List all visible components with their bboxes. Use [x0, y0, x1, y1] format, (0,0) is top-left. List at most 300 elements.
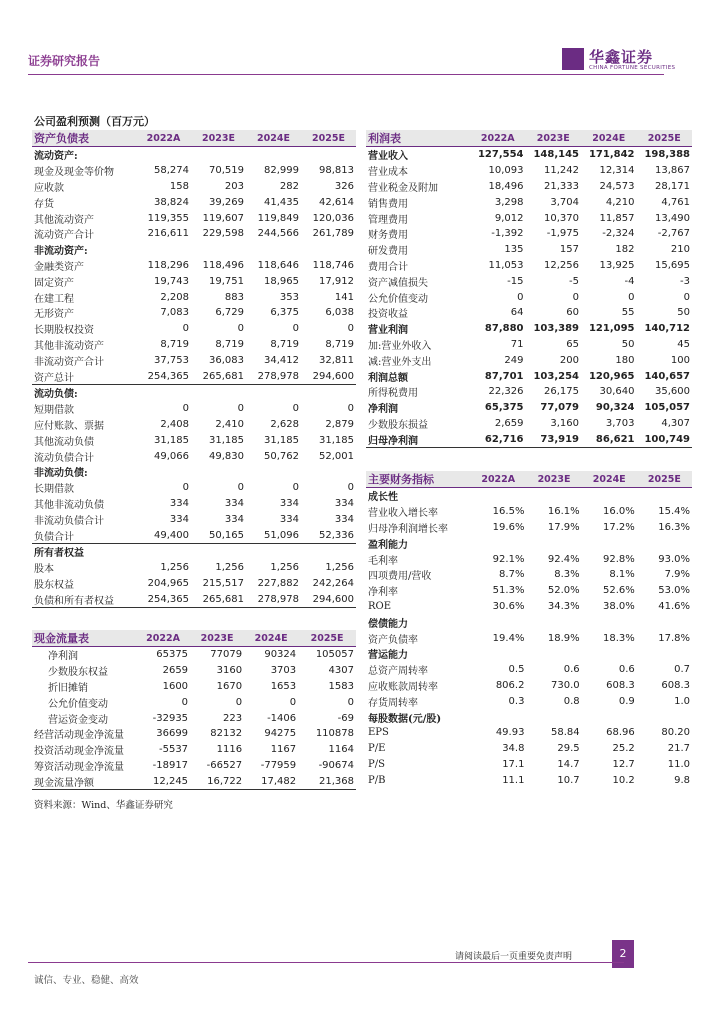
table-row [32, 273, 356, 289]
cell-value: 19,743 [154, 275, 189, 287]
cell-value: 334 [169, 497, 189, 509]
cell-value: 12,314 [599, 165, 635, 177]
cell-value: 9.8 [674, 774, 690, 786]
cell-value: 3,298 [494, 196, 524, 208]
cell-value: 200 [559, 354, 579, 366]
table-row [32, 147, 356, 163]
footer-divider [28, 962, 624, 963]
row-label: 现金及现金等价物 [34, 167, 114, 179]
table-header-row [32, 630, 356, 647]
table-row [366, 772, 692, 788]
row-label: 负债合计 [34, 531, 74, 543]
cell-value: 0 [292, 323, 299, 335]
table-row [32, 464, 356, 480]
cell-value: 1116 [216, 744, 243, 756]
year-header: 2022A [470, 130, 526, 147]
cell-value: 64 [510, 307, 524, 319]
logo-text: 华鑫证券 [589, 48, 654, 66]
cell-value [191, 384, 246, 400]
cell-value: 3,160 [550, 417, 579, 429]
cell-value [526, 488, 581, 504]
cell-value: 34.3% [547, 600, 580, 612]
table-row [366, 384, 692, 400]
table-row [32, 694, 356, 710]
cell-value: 11.1 [502, 774, 525, 786]
table-row [366, 662, 692, 678]
cell-value: 6,038 [325, 307, 354, 319]
year-header: 2025E [637, 130, 693, 147]
table-row [366, 226, 692, 242]
row-label: 无形资产 [34, 309, 74, 321]
cell-value: 0 [182, 403, 189, 415]
cell-value: 11,053 [488, 259, 524, 271]
cell-value: 80.20 [661, 727, 690, 739]
table-row [366, 504, 692, 520]
cell-value: 127,554 [477, 149, 524, 161]
cell-value: 254,365 [147, 370, 189, 382]
cell-value: 0 [572, 291, 579, 303]
year-header: 2024E [244, 630, 298, 647]
cell-value: 1.0 [674, 695, 690, 707]
row-label: 公允价值变动 [48, 698, 108, 710]
row-label: 其他流动资产 [34, 214, 94, 226]
cell-value: -4 [624, 275, 635, 287]
cell-value [136, 384, 191, 400]
table-row [32, 496, 356, 512]
cell-value: 182 [615, 244, 635, 256]
cell-value: 13,490 [655, 212, 690, 224]
cell-value: 34.8 [502, 743, 525, 755]
table-row [32, 432, 356, 448]
cell-value: 608.3 [661, 679, 690, 691]
row-label: 非流动负债合计 [34, 515, 104, 527]
cell-value: 11,242 [544, 165, 579, 177]
table-row [32, 679, 356, 695]
cell-value: 58.84 [550, 727, 580, 739]
cell-value: 49,830 [209, 450, 244, 462]
row-label: 应收款 [34, 182, 64, 194]
cell-value: 87,701 [484, 370, 524, 382]
cell-value: 141 [334, 291, 354, 303]
cell-value: 294,600 [312, 593, 354, 605]
row-label: P/B [368, 774, 386, 786]
cell-value: -2,324 [602, 228, 635, 240]
cell-value: 45 [677, 338, 690, 350]
cell-value: 6,729 [215, 307, 244, 319]
cell-value: 100,749 [644, 433, 690, 445]
cell-value: 21,333 [544, 180, 579, 192]
cell-value: 0.6 [618, 664, 635, 676]
table-row [366, 273, 692, 289]
cell-value: 1600 [162, 680, 189, 692]
cell-value: 8.1% [609, 569, 635, 581]
row-label: 费用合计 [368, 261, 408, 273]
row-label: 归母净利润增长率 [368, 523, 448, 535]
cell-value: 52,336 [319, 529, 354, 541]
table-row [32, 527, 356, 543]
cell-value: 50 [621, 338, 635, 350]
cell-value: 3,703 [605, 417, 635, 429]
cell-value: 21.7 [667, 743, 690, 755]
row-label: 盈利能力 [368, 539, 408, 551]
table-title: 主要财务指标 [366, 471, 470, 488]
section-title: 公司盈利预测（百万元） [34, 115, 155, 128]
cell-value: 261,789 [312, 228, 354, 240]
cell-value: 140,712 [644, 323, 690, 335]
row-label: 流动负债合计 [34, 452, 94, 464]
cell-value: 229,598 [202, 228, 244, 240]
cell-value: -66527 [206, 759, 243, 771]
year-header: 2022A [470, 471, 526, 488]
cell-value: 198,388 [644, 149, 690, 161]
cell-value: 0 [237, 482, 244, 494]
cell-value: 334 [334, 513, 354, 525]
cell-value: -77959 [260, 759, 297, 771]
cell-value [246, 464, 301, 480]
cell-value: 31,185 [154, 434, 189, 446]
cell-value: 93.0% [658, 553, 690, 565]
cell-value: 0.9 [618, 695, 635, 707]
cell-value: -5 [569, 275, 579, 287]
cell-value: 60 [566, 307, 579, 319]
cell-value: 334 [279, 513, 299, 525]
row-label: 非流动负债: [34, 468, 88, 480]
cell-value: 0 [237, 403, 244, 415]
cell-value: 118,646 [257, 259, 299, 271]
cell-value: 8,719 [270, 338, 299, 350]
cell-value: 8,719 [325, 338, 354, 350]
cell-value: 82,999 [264, 165, 299, 177]
cell-value [191, 543, 246, 559]
row-label: 净利润 [48, 651, 78, 663]
cell-value: 53.0% [658, 585, 690, 597]
row-label: 股东权益 [34, 579, 74, 591]
cell-value: 3,704 [550, 196, 579, 208]
row-label: 加:营业外收入 [368, 340, 432, 352]
cell-value: 94275 [264, 728, 297, 740]
cell-value: 334 [279, 497, 299, 509]
cell-value [246, 242, 301, 258]
cell-value: 294,600 [312, 370, 354, 382]
cell-value: 0 [235, 696, 243, 708]
row-label: 短期借款 [34, 405, 74, 417]
cell-value: 282 [279, 180, 299, 192]
logo-subtext: CHINA FORTUNE SECURITIES [589, 65, 676, 71]
table-row [32, 194, 356, 210]
cell-value [246, 543, 301, 559]
cell-value: 7.9% [664, 569, 690, 581]
table-row [32, 337, 356, 353]
cell-value: -5537 [158, 744, 189, 756]
cell-value: 120,036 [312, 212, 354, 224]
financial-ratios-table [366, 471, 692, 788]
cell-value: 10,093 [488, 165, 524, 177]
cell-value: 118,296 [147, 259, 189, 271]
row-label: 应付账款、票据 [34, 420, 104, 432]
year-header: 2023E [190, 630, 244, 647]
cell-value: 7,083 [160, 307, 189, 319]
cell-value: 71 [510, 338, 524, 350]
cell-value [637, 614, 692, 630]
cell-value: 2,659 [494, 417, 524, 429]
cell-value [191, 147, 246, 163]
cell-value: 82132 [210, 728, 243, 740]
cell-value: 8,719 [215, 338, 244, 350]
year-header: 2022A [136, 130, 191, 147]
cell-value: 25.2 [612, 743, 635, 755]
row-label: P/S [368, 758, 385, 770]
cell-value: 16,722 [207, 775, 243, 787]
row-label: 营业税金及附加 [368, 182, 438, 194]
table-row [32, 480, 356, 496]
cell-value: 15.4% [658, 506, 690, 518]
year-header: 2022A [136, 630, 190, 647]
row-label: 长期股权投资 [34, 325, 94, 337]
cell-value: 98,813 [319, 165, 354, 177]
cell-value: 210 [670, 244, 690, 256]
cell-value: 36,083 [209, 354, 244, 366]
report-type-label: 证券研究报告 [28, 54, 101, 68]
cell-value: -15 [507, 275, 524, 287]
cell-value: 4,210 [605, 196, 635, 208]
table-row [32, 726, 356, 742]
cell-value [301, 384, 356, 400]
cell-value: 0 [347, 403, 354, 415]
cell-value: 8.7% [499, 569, 525, 581]
cell-value: 2659 [162, 665, 189, 677]
cell-value: -69 [337, 712, 354, 724]
cell-value [470, 614, 526, 630]
row-label: 存货 [34, 198, 54, 210]
table-row [32, 401, 356, 417]
cell-value: 2,628 [270, 418, 299, 430]
cell-value: 12.7 [612, 758, 635, 770]
row-label: 流动资产: [34, 151, 78, 163]
cell-value: 121,095 [588, 323, 635, 335]
cell-value: 16.5% [492, 506, 525, 518]
row-label: 金融类资产 [34, 261, 84, 273]
cell-value: 26,175 [544, 386, 579, 398]
cell-value: 50,762 [264, 450, 299, 462]
cell-value: 41,435 [264, 196, 299, 208]
cell-value: 52.6% [603, 585, 635, 597]
row-label: 现金流量净额 [34, 777, 94, 789]
cell-value: 334 [334, 497, 354, 509]
row-label: 毛利率 [368, 555, 398, 567]
row-label: 筹资活动现金净流量 [34, 761, 124, 773]
cell-value: 17.9% [547, 521, 580, 533]
cell-value: 68.96 [606, 727, 635, 739]
cell-value: 119,849 [257, 212, 299, 224]
year-header: 2024E [246, 130, 301, 147]
cell-value: 50,165 [209, 529, 244, 541]
table-row [366, 709, 692, 725]
cell-value: 30,640 [599, 386, 635, 398]
cell-value: 120,965 [588, 370, 635, 382]
cell-value: 158 [169, 180, 189, 192]
cell-value [582, 614, 637, 630]
table-row [32, 289, 356, 305]
table-row [32, 543, 356, 559]
cell-value: 19.4% [492, 632, 525, 644]
row-label: 营业收入 [368, 151, 408, 163]
row-label: 其他非流动负债 [34, 499, 104, 511]
cell-value: 30.6% [492, 600, 525, 612]
table-row [32, 384, 356, 400]
cell-value: 0 [628, 291, 635, 303]
cell-value: 1583 [328, 680, 354, 692]
cell-value: 3160 [216, 665, 243, 677]
table-row [366, 321, 692, 337]
table-row [366, 583, 692, 599]
cell-value: -1,392 [491, 228, 524, 240]
cell-value: 90,324 [595, 402, 635, 414]
cell-value: 0 [292, 403, 299, 415]
row-label: 营运能力 [368, 650, 408, 662]
table-row [366, 179, 692, 195]
cell-value: 31,185 [264, 434, 299, 446]
cell-value: 92.8% [603, 553, 635, 565]
row-label: 研发费用 [368, 246, 408, 258]
cell-value [136, 543, 191, 559]
row-label: 营业收入增长率 [368, 508, 438, 520]
cell-value [301, 543, 356, 559]
table-row [366, 599, 692, 615]
cell-value: 0 [683, 291, 690, 303]
cell-value: 11,857 [599, 212, 635, 224]
table-row [32, 511, 356, 527]
cell-value: 17,912 [319, 275, 354, 287]
table-row [32, 773, 356, 789]
cell-value: 2,410 [215, 418, 244, 430]
table-title: 利润表 [366, 130, 470, 147]
table-row [32, 560, 356, 576]
row-label: 固定资产 [34, 277, 74, 289]
cell-value: 52.0% [547, 585, 580, 597]
cell-value: 15,695 [655, 259, 690, 271]
cell-value: 22,326 [488, 386, 524, 398]
cell-value: 73,919 [540, 433, 579, 445]
cell-value: -90674 [318, 759, 354, 771]
row-label: 净利润 [368, 404, 398, 416]
row-label: 资产总计 [34, 372, 74, 384]
cell-value: 249 [504, 354, 524, 366]
cell-value: 62,716 [484, 433, 524, 445]
row-label: ROE [368, 600, 392, 612]
cell-value: 2,408 [160, 418, 189, 430]
cell-value: 92.4% [547, 553, 580, 565]
cell-value: 0.6 [563, 664, 580, 676]
table-title: 现金流量表 [32, 630, 136, 647]
cell-value: 171,842 [588, 149, 635, 161]
cell-value: 216,611 [147, 228, 189, 240]
cell-value: 12,245 [153, 775, 189, 787]
year-header: 2023E [526, 130, 582, 147]
row-label: 其他流动负债 [34, 436, 94, 448]
cell-value: 2,879 [325, 418, 354, 430]
cell-value [637, 709, 692, 725]
cell-value: 17.1 [502, 758, 525, 770]
cell-value: 2,208 [160, 291, 189, 303]
income-statement-table [366, 130, 692, 448]
table-row [366, 194, 692, 210]
row-label: 归母净利润 [368, 435, 418, 447]
cell-value [246, 147, 301, 163]
cell-value [191, 464, 246, 480]
cell-value: 16.3% [658, 521, 690, 533]
table-row [32, 352, 356, 368]
cell-value: 16.0% [603, 506, 635, 518]
table-row [366, 337, 692, 353]
cell-value: 1164 [328, 744, 354, 756]
cell-value: 334 [224, 513, 244, 525]
cell-value: 49,066 [154, 450, 189, 462]
cell-value: 32,811 [319, 354, 354, 366]
table-row [366, 630, 692, 646]
cell-value: 52,001 [319, 450, 354, 462]
table-row [32, 591, 356, 607]
cell-value: 1670 [216, 680, 243, 692]
row-label: 销售费用 [368, 198, 408, 210]
cell-value: 18.9% [547, 632, 580, 644]
table-row [366, 242, 692, 258]
cell-value: 17.8% [658, 632, 690, 644]
cell-value: 326 [334, 180, 354, 192]
row-label: 成长性 [368, 492, 398, 504]
row-label: 经营活动现金净流量 [34, 730, 124, 742]
cell-value: 0.5 [508, 664, 525, 676]
cell-value: 0 [289, 696, 297, 708]
cell-value: 103,254 [533, 370, 579, 382]
cell-value [301, 464, 356, 480]
cell-value: 14.7 [557, 758, 580, 770]
cell-value: 110878 [315, 728, 354, 740]
table-row [32, 210, 356, 226]
cell-value: 278,978 [257, 593, 299, 605]
cell-value: 0 [347, 696, 354, 708]
cell-value [136, 464, 191, 480]
cell-value [582, 709, 637, 725]
cell-value: 0.3 [508, 695, 525, 707]
row-label: 管理费用 [368, 214, 408, 226]
row-label: 总资产周转率 [368, 666, 428, 678]
row-label: 流动资产合计 [34, 230, 94, 242]
cell-value: 608.3 [606, 679, 635, 691]
cell-value: 135 [504, 244, 524, 256]
cell-value: 223 [223, 712, 243, 724]
cell-value: 9,012 [494, 212, 524, 224]
table-row [32, 448, 356, 464]
cell-value: 0 [517, 291, 524, 303]
row-label: 所有者权益 [34, 548, 84, 560]
year-header: 2025E [301, 130, 356, 147]
row-label: 四项费用/营收 [368, 571, 432, 583]
table-row [366, 741, 692, 757]
row-label: 偿债能力 [368, 618, 408, 630]
cell-value: 334 [224, 497, 244, 509]
cell-value: 105,057 [644, 402, 690, 414]
cell-value: 140,657 [644, 370, 690, 382]
table-row [32, 305, 356, 321]
cell-value: -3 [680, 275, 690, 287]
cell-value: 265,681 [202, 593, 244, 605]
cell-value: 10.7 [557, 774, 580, 786]
year-header: 2025E [637, 471, 692, 488]
table-row [32, 742, 356, 758]
row-label: 折旧摊销 [48, 682, 88, 694]
table-row [366, 258, 692, 274]
company-logo [562, 46, 692, 76]
